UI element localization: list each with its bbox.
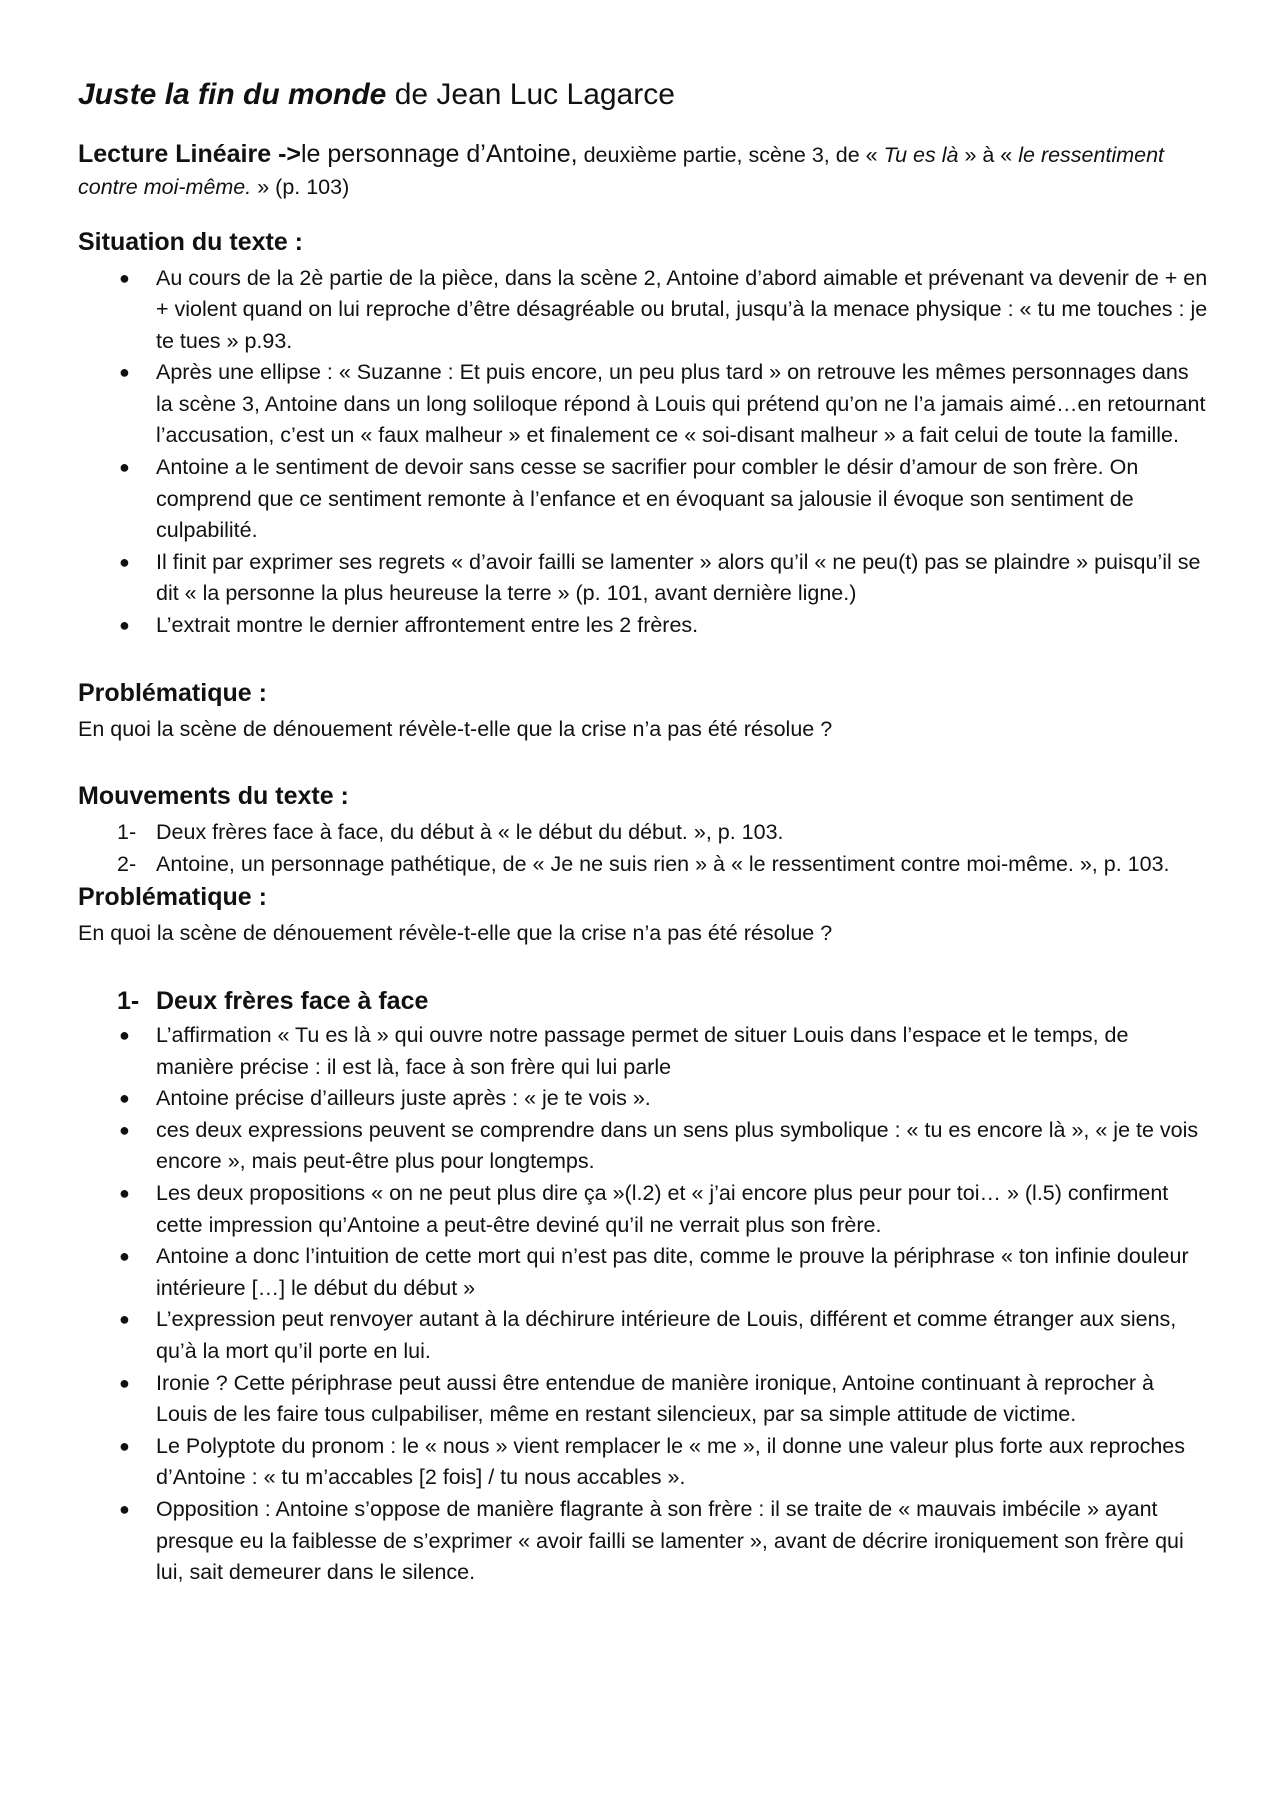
problematique-text-2: En quoi la scène de dénouement révèle-t-elle que la crise n’a pas été résolue ? bbox=[78, 921, 833, 946]
list-item bbox=[78, 1178, 1208, 1241]
list-item bbox=[78, 849, 1208, 881]
bullet-icon: ● bbox=[119, 1088, 130, 1109]
list-number: 1- bbox=[117, 820, 137, 845]
list-item bbox=[78, 1083, 1208, 1115]
list-item bbox=[78, 1431, 1208, 1494]
list-item-text: Antoine a le sentiment de devoir sans cesse se sacrifier pour combler le désir d’amour de son frère. On comprend que ce sentiment remonte à l’enfance et en évoquant sa jalousie il évoque son sentiment de culpabilité. bbox=[156, 455, 1139, 543]
list-item-text: L’affirmation « Tu es là » qui ouvre notre passage permet de situer Louis dans l’espace et le temps, de manière précise : il est là, face à son frère qui lui parle bbox=[156, 1023, 1129, 1079]
bullet-icon: ● bbox=[119, 1182, 130, 1203]
list-item-text: Antoine a donc l’intuition de cette mort qui n’est pas dite, comme le prouve la périphrase « ton infinie douleur intérieure […] le début du début » bbox=[156, 1244, 1189, 1300]
bullet-icon: ● bbox=[119, 1119, 130, 1140]
list-item bbox=[78, 1020, 1208, 1083]
list-item bbox=[78, 1368, 1208, 1431]
lecture-intro bbox=[78, 138, 1208, 203]
lecture-quote1: Tu es là bbox=[883, 142, 959, 167]
section-number: 1- bbox=[117, 987, 140, 1015]
lecture-quote2: le ressentiment contre moi-même. bbox=[78, 142, 1165, 199]
bullet-icon: ● bbox=[119, 1372, 130, 1393]
list-item bbox=[78, 263, 1208, 358]
list-item-text: Les deux propositions « on ne peut plus dire ça »(l.2) et « j’ai encore plus peur pour toi… » (l.5) confirment cette impression qu’Antoine a peut-être deviné qu’il ne verrait plus son frère. bbox=[156, 1180, 1169, 1237]
problematique-heading-2: Problématique : bbox=[78, 883, 267, 912]
bullet-icon: ● bbox=[119, 1435, 130, 1456]
title-work: Juste la fin du monde bbox=[78, 78, 387, 111]
list-item bbox=[78, 452, 1208, 547]
list-item-text: Deux frères face à face, du début à « le début du début. », p. 103. bbox=[156, 820, 784, 845]
lecture-comma: , bbox=[570, 139, 578, 168]
bullet-icon: ● bbox=[119, 615, 130, 636]
bullet-icon: ● bbox=[119, 457, 130, 478]
list-item bbox=[78, 1304, 1208, 1367]
bullet-icon: ● bbox=[119, 1498, 130, 1519]
lecture-part1: deuxième partie, scène 3, de « bbox=[577, 142, 884, 167]
document-page bbox=[78, 76, 1208, 1589]
list-item-text: L’expression peut renvoyer autant à la déchirure intérieure de Louis, différent et comme étranger aux siens, qu’à la mort qu’il porte en lui. bbox=[156, 1307, 1177, 1363]
list-item-text: Opposition : Antoine s’oppose de manière flagrante à son frère : il se traite de « mauvais imbécile » ayant presque eu la faiblesse de s’exprimer « avoir failli se lamenter », avant de décrire ironiquement son frère qui lui, sait demeurer dans le silence. bbox=[156, 1496, 1184, 1585]
list-number: 2- bbox=[117, 851, 137, 876]
list-item bbox=[78, 357, 1208, 452]
bullet-icon: ● bbox=[119, 1025, 130, 1045]
list-item-text: Antoine, un personnage pathétique, de « Je ne suis rien » à « le ressentiment contre moi-même. », p. 103. bbox=[156, 851, 1170, 876]
lecture-subject: le personnage d’Antoine bbox=[301, 139, 571, 168]
list-item-text: Après une ellipse : « Suzanne : Et puis encore, un peu plus tard » on retrouve les mêmes personnages dans la scène 3, Antoine dans un long soliloque répond à Louis qui prétend qu’on ne l’a jamais aimé…en retournant l’accusation, c’est un « faux malheur » et finalement ce « soi-disant malheur » a fait celui de toute la famille. bbox=[156, 360, 1206, 448]
lecture-label: Lecture Linéaire -> bbox=[78, 139, 301, 168]
bullet-icon: ● bbox=[119, 551, 130, 572]
list-item-text: Le Polyptote du pronom : le « nous » vient remplacer le « me », il donne une valeur plus forte aux reproches d’Antoine : « tu m’accables [2 fois] / tu nous accables ». bbox=[156, 1433, 1186, 1490]
list-item bbox=[78, 547, 1208, 610]
bullet-icon: ● bbox=[119, 362, 130, 383]
list-item-text: Antoine précise d’ailleurs juste après : « je te vois ». bbox=[156, 1086, 651, 1111]
situation-list bbox=[78, 263, 1208, 642]
document-title bbox=[78, 76, 1208, 114]
section-title: Deux frères face à face bbox=[156, 987, 429, 1015]
title-author: de Jean Luc Lagarce bbox=[386, 78, 675, 111]
situation-heading: Situation du texte : bbox=[78, 227, 303, 256]
list-item-text: L’extrait montre le dernier affrontement entre les 2 frères. bbox=[156, 613, 699, 638]
list-item-text: Au cours de la 2è partie de la pièce, dans la scène 2, Antoine d’abord aimable et prévenant va devenir de + en + violent quand on lui reproche d’être désagréable ou brutal, jusqu’à la menace physique : « tu me touches : je te tues » p.93. bbox=[156, 265, 1208, 353]
list-item bbox=[78, 1494, 1208, 1589]
section-1-heading bbox=[78, 984, 1208, 1018]
list-item-text: Il finit par exprimer ses regrets « d’avoir failli se lamenter » alors qu’il « ne peu(t) pas se plaindre » puisqu’il se dit « la personne la plus heureuse la terre » (p. 101, avant dernière ligne.) bbox=[156, 549, 1201, 606]
lecture-part2: » à « bbox=[958, 142, 1019, 167]
bullet-icon: ● bbox=[119, 1309, 130, 1330]
list-item-text: Ironie ? Cette périphrase peut aussi être entendue de manière ironique, Antoine continuant à reprocher à Louis de les faire tous culpabiliser, même en restant silencieux, par sa simple attitude de victime. bbox=[156, 1370, 1155, 1427]
bullet-icon: ● bbox=[119, 267, 130, 288]
lecture-part3: » (p. 103) bbox=[251, 174, 350, 199]
list-item bbox=[78, 1241, 1208, 1304]
mouvements-heading: Mouvements du texte : bbox=[78, 782, 349, 811]
bullet-icon: ● bbox=[119, 1246, 130, 1267]
list-item bbox=[78, 817, 1208, 849]
list-item bbox=[78, 1115, 1208, 1178]
section-1-list bbox=[78, 1020, 1208, 1589]
problematique-text-1: En quoi la scène de dénouement révèle-t-elle que la crise n’a pas été résolue ? bbox=[78, 716, 833, 741]
problematique-heading-1: Problématique : bbox=[78, 678, 267, 707]
mouvements-list bbox=[78, 817, 1208, 880]
list-item bbox=[78, 610, 1208, 642]
list-item-text: ces deux expressions peuvent se comprendre dans un sens plus symbolique : « tu es encore là », « je te vois encore », mais peut-être plus pour longtemps. bbox=[156, 1117, 1199, 1174]
